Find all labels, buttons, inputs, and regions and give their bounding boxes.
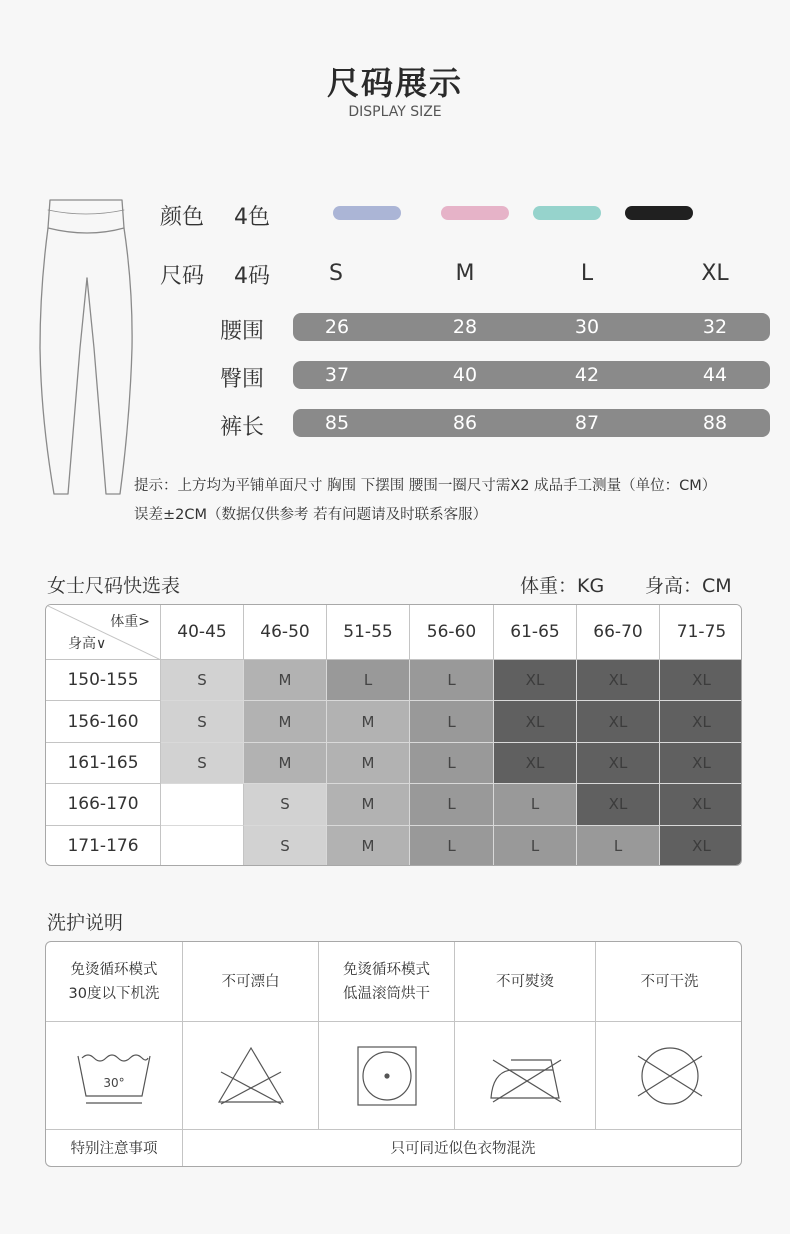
size-cell: XL [660,743,742,784]
size-cell: L [494,826,577,866]
swatch-pink[interactable] [441,206,509,220]
length-xl: 88 [702,412,728,434]
corner-height-label: 身高∨ [68,636,107,652]
care-icon-cell-iron [455,1022,596,1130]
waist-l: 30 [574,316,600,338]
weight-unit: 体重：KG [520,575,605,597]
weight-header: 61-65 [494,605,577,660]
size-cell: M [327,826,410,866]
size-m[interactable]: M [455,261,475,286]
size-cell: M [327,743,410,784]
swatch-blue[interactable] [333,206,401,220]
size-cell: L [494,784,577,825]
size-cell: M [327,701,410,742]
wash-30-icon [74,1046,154,1106]
size-cell: XL [660,660,742,701]
corner-weight-label: 体重> [110,614,150,630]
waist-bar [293,313,770,341]
swatch-mint[interactable] [533,206,601,220]
quick-select-table [45,604,742,866]
weight-header: 56-60 [410,605,494,660]
page-subtitle: DISPLAY SIZE [348,104,442,120]
weight-header: 66-70 [577,605,660,660]
size-cell: L [577,826,660,866]
measure-note: 提示：上方均为平铺单面尺寸 胸围 下摆围 腰围一圈尺寸需X2 成品手工测量（单位：CM） [134,478,717,494]
size-cell: XL [494,701,577,742]
care-icon-cell-dryclean [596,1022,742,1130]
size-cell: L [410,784,494,825]
size-cell: S [161,743,244,784]
size-cell: XL [660,826,742,866]
tumble-dry-low-icon [355,1044,419,1108]
size-cell: S [161,701,244,742]
length-m: 86 [452,412,478,434]
height-row-header: 150-155 [46,660,161,701]
size-cell: M [244,660,327,701]
care-text-iron: 不可熨烫 [455,942,596,1022]
size-xl[interactable]: XL [701,261,729,286]
height-unit: 身高：CM [645,575,732,597]
waist-xl: 32 [702,316,728,338]
height-row-header: 166-170 [46,784,161,825]
size-cell: XL [494,660,577,701]
hip-bar [293,361,770,389]
size-cell [161,784,244,825]
care-footer-label: 特别注意事项 [46,1130,183,1167]
size-cell: XL [577,743,660,784]
size-cell: S [244,784,327,825]
length-s: 85 [324,412,350,434]
length-bar [293,409,770,437]
size-cell: XL [660,701,742,742]
care-text-wash: 免烫循环模式 30度以下机洗 [46,942,183,1022]
swatch-black[interactable] [625,206,693,220]
size-cell [161,826,244,866]
quick-select-title: 女士尺码快选表 [47,575,181,597]
care-footer-text: 只可同近似色衣物混洗 [390,1141,536,1157]
care-text-dryclean: 不可干洗 [596,942,742,1022]
size-label: 尺码 [160,264,205,289]
care-table [45,941,742,1167]
size-cell: M [244,701,327,742]
care-text-dry: 免烫循环模式 低温滚筒烘干 [319,942,455,1022]
care-icon-cell-wash [46,1022,183,1130]
hip-m: 40 [452,364,478,386]
weight-header: 46-50 [244,605,327,660]
care-title: 洗护说明 [47,912,124,934]
tolerance-note: 误差±2CM（数据仅供参考 若有问题请及时联系客服） [134,507,488,523]
size-cell: XL [660,784,742,825]
svg-text:30°: 30° [103,1075,125,1090]
weight-header: 40-45 [161,605,244,660]
weight-header: 51-55 [327,605,410,660]
size-s[interactable]: S [329,261,343,286]
length-label: 裤长 [220,415,265,440]
height-row-header: 161-165 [46,743,161,784]
size-cell: XL [577,660,660,701]
size-count: 4码 [234,264,270,289]
waist-m: 28 [452,316,478,338]
length-l: 87 [574,412,600,434]
care-icon-cell-dry [319,1022,455,1130]
care-icon-cell-bleach [183,1022,319,1130]
size-cell: XL [494,743,577,784]
size-cell: L [410,701,494,742]
height-row-header: 171-176 [46,826,161,866]
no-bleach-icon [215,1044,287,1108]
no-dry-clean-icon [633,1044,707,1108]
waist-s: 26 [324,316,350,338]
size-cell: L [410,743,494,784]
hip-s: 37 [324,364,350,386]
page-title: 尺码展示 [326,64,463,102]
height-row-header: 156-160 [46,701,161,742]
color-count: 4色 [234,205,270,230]
hip-label: 臀围 [220,367,265,392]
hip-xl: 44 [702,364,728,386]
size-cell: XL [577,701,660,742]
size-cell: S [161,660,244,701]
size-cell: M [244,743,327,784]
size-cell: S [244,826,327,866]
size-cell: L [327,660,410,701]
size-cell: XL [577,784,660,825]
color-label: 颜色 [160,205,205,230]
weight-header: 71-75 [660,605,742,660]
size-l[interactable]: L [580,261,594,286]
size-cell: L [410,826,494,866]
care-text-bleach: 不可漂白 [183,942,319,1022]
no-iron-icon [485,1046,565,1106]
hip-l: 42 [574,364,600,386]
table-corner [46,605,161,660]
size-cell: M [327,784,410,825]
waist-label: 腰围 [220,319,265,344]
leggings-illustration [36,198,136,498]
size-cell: L [410,660,494,701]
